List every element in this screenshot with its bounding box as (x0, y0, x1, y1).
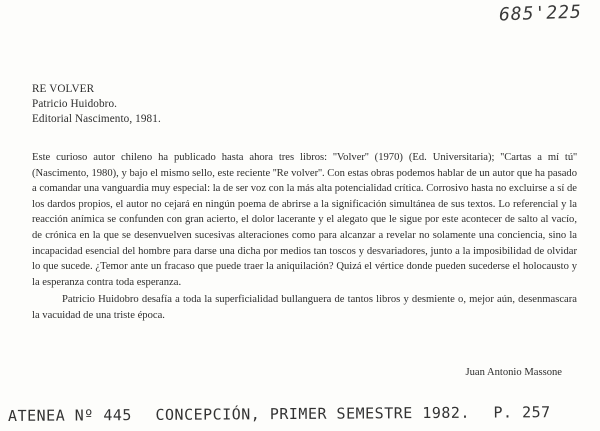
handwritten-footer (8, 403, 565, 425)
footer-place-period: CONCEPCIÓN, PRIMER SEMESTRE 1982. (155, 403, 471, 424)
handwritten-reference: 685'225 (498, 1, 583, 26)
review-paragraph-2: Patricio Huidobro desafía a toda la superficialidad bullanguera de tantos libros y desmiente o, mejor aún, desenmascara la vacuidad de una triste época. (32, 294, 577, 321)
review-signature: Juan Antonio Massone (465, 367, 562, 378)
book-header (32, 82, 161, 128)
book-author: Patricio Huidobro. (32, 98, 118, 111)
book-publisher: Editorial Nascimento, 1981. (32, 113, 161, 126)
book-title: RE VOLVER (32, 83, 95, 95)
review-paragraph-1: Este curioso autor chileno ha publicado hasta ahora tres libros: ''Volver'' (1970) (Ed. Universitaria); ''Cartas a mí tú'' (Nascimento, 1980), y bajo el mismo sello, este reciente ''Re volver''. Con estas obras podemos hablar de un autor que ha pasado a comandar una vanguardia muy especial: la de ser voz con la más alta potencialidad crítica. Corrosivo hasta no excluirse a sí de los dardos propios, el autor no cejará en ningún poema de abrirse a la significación simultánea de sus textos. Lo referencial y la reacción anímica se confunden con gran acierto, el dolor lacerante y el alegato que le sigue por este acontecer de salto al vacío, de crónica en la que se desenvuelven sucesivas alteraciones como para alcanzar a revelar no solamente una conciencia, sino la incapacidad esencial del hombre para darse una dicha por medios tan toscos y desvariadores, junto a la imposibilidad de olvidar lo que sucede. ¿Temor ante un fracaso que puede traer la aniquilación? Quizá el vértice donde pueden sucederse el holocausto y la esperanza contra toda esperanza. (32, 152, 577, 288)
review-body (32, 150, 577, 324)
footer-source: ATENEA Nº 445 (7, 406, 132, 425)
footer-page: P. 257 (493, 403, 551, 422)
